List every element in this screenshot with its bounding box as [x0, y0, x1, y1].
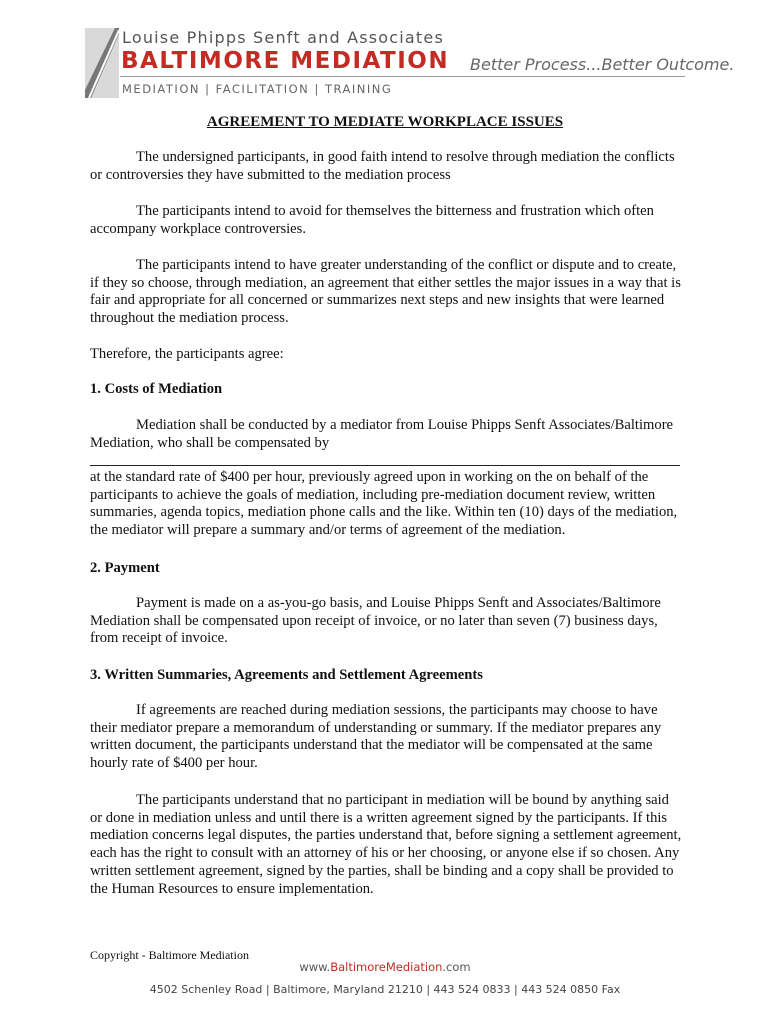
intro-paragraph: The participants intend to have greater understanding of the conflict or dispute and to create, if they so choose, through mediation, an agreement that either settles the major issues in a way that is fair and appropriate for all concerned or summarizes next steps and new insights that were learned throughout the mediation process. — [90, 257, 681, 327]
website-suffix: .com — [442, 960, 471, 974]
firm-name: Louise Phipps Senft and Associates — [122, 28, 444, 47]
document-title: AGREEMENT TO MEDIATE WORKPLACE ISSUES — [206, 114, 564, 130]
website-link[interactable] — [0, 960, 770, 974]
section-heading: 2. Payment — [90, 560, 160, 576]
section-paragraph: The participants understand that no participant in mediation will be bound by anything said or done in mediation unless and until there is a written agreement signed by the participants. If this mediation concerns legal disputes, the parties understand that, before signing a settlement agreement, each has the right to consult with an attorney of his or her choosing, or anyone else if so chosen. Any written settlement agreement, signed by the parties, shall be binding and a copy shall be provided to the Human Resources to ensure implementation. — [90, 792, 682, 897]
logo-icon — [85, 28, 119, 98]
header-divider — [120, 76, 685, 77]
website-brand: BaltimoreMediation — [330, 960, 443, 974]
website-prefix: www. — [299, 960, 331, 974]
section-paragraph: Mediation shall be conducted by a mediator from Louise Phipps Senft Associates/Baltimore Mediation, who shall be compensated by — [90, 417, 674, 451]
services-line: MEDIATION | FACILITATION | TRAINING — [122, 82, 393, 96]
compensation-blank-line — [90, 465, 680, 466]
section-heading: 1. Costs of Mediation — [90, 381, 223, 397]
section-paragraph: If agreements are reached during mediation sessions, the participants may choose to have their mediator prepare a memorandum of understanding or summary. If the mediator prepares any written document, the participants understand that the mediator will be compensated at the same hourly rate of $400 per hour. — [90, 702, 662, 772]
copyright-notice: Copyright - Baltimore Mediation — [90, 948, 249, 962]
intro-paragraph: The participants intend to avoid for themselves the bitterness and frustration which often accompany workplace controversies. — [90, 203, 654, 237]
intro-paragraph: The undersigned participants, in good faith intend to resolve through mediation the conflicts or controversies they have submitted to the mediation process — [90, 149, 675, 183]
agree-line: Therefore, the participants agree: — [90, 346, 284, 362]
footer-address: 4502 Schenley Road | Baltimore, Maryland 21210 | 443 524 0833 | 443 524 0850 Fax — [149, 983, 621, 996]
tagline: Better Process...Better Outcome. — [470, 55, 735, 74]
section-paragraph: at the standard rate of $400 per hour, previously agreed upon in working on the on behalf of the participants to achieve the goals of mediation, including pre-mediation document review, written summaries, agenda topics, mediation phone calls and the like. Within ten (10) days of the mediation, the mediator will prepare a summary and/or terms of agreement of the mediation. — [90, 469, 678, 539]
section-heading: 3. Written Summaries, Agreements and Settlement Agreements — [90, 667, 483, 683]
brand-name: BALTIMORE MEDIATION — [121, 48, 450, 74]
section-paragraph: Payment is made on a as-you-go basis, and Louise Phipps Senft and Associates/Baltimore Mediation shall be compensated upon receipt of invoice, or no later than seven (7) business days, from receipt of invoice. — [90, 595, 661, 647]
